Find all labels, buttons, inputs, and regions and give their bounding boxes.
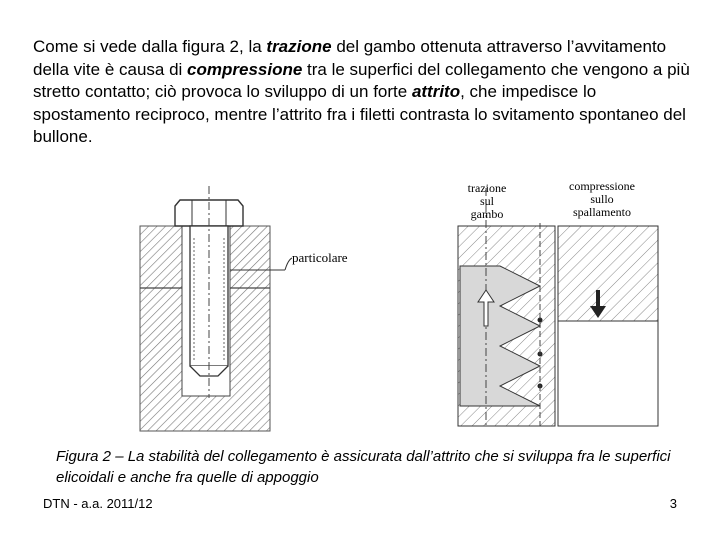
bolt-figure	[120, 178, 680, 436]
body-text: tra le superfici del collegamento che vengono a più stretto contatto; ciò provoca lo sviluppo di un forte	[33, 59, 690, 101]
bolt-section-drawing	[140, 186, 292, 431]
body-text: , che impedisce lo spostamento reciproco, mentre l’attrito fra i filetti contrasta lo svitamento spontaneo del bullone.	[33, 82, 686, 146]
footer-course: DTN - a.a. 2011/12	[43, 496, 153, 511]
term-trazione: trazione	[266, 37, 332, 56]
term-compressione: compressione	[187, 59, 303, 79]
figure-caption: Figura 2 – La stabilità del collegamento è assicurata dall’attrito che si sviluppa fra le superfici elicoidali e anche fra quelle di appoggio	[56, 448, 671, 486]
label-particolare: particolare	[292, 250, 348, 265]
body-text: del gambo ottenuta attraverso l’avvitamento della vite è causa di	[33, 37, 667, 79]
label-trazione-line3: gambo	[470, 207, 504, 221]
label-compressione-line2: sullo	[590, 192, 614, 206]
body-paragraph	[33, 36, 693, 149]
label-trazione-line2: sul	[479, 194, 495, 208]
label-compressione-line1: compressione	[569, 179, 635, 193]
page-number: 3	[669, 496, 677, 511]
label-trazione-line1: trazione	[467, 181, 507, 195]
thread-detail-drawing	[458, 188, 658, 428]
term-attrito: attrito	[411, 82, 461, 101]
body-text: Come si vede dalla figura 2, la	[33, 37, 267, 56]
label-compressione-line3: spallamento	[573, 205, 631, 219]
